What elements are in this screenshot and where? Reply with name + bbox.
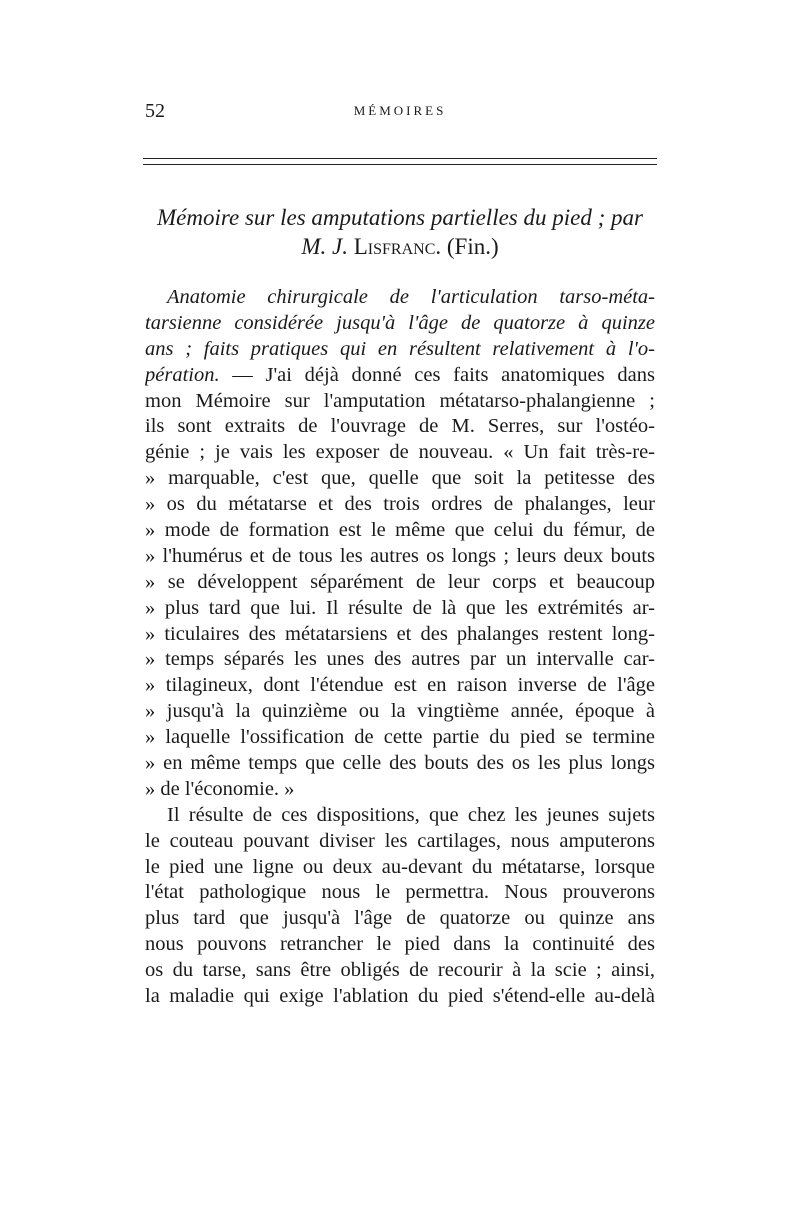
- body-line: » de l'économie. »: [145, 777, 295, 800]
- body-line: » ticulaires des métatarsiens et des phalanges restent long-: [145, 622, 655, 645]
- header-rule-top: [143, 158, 657, 159]
- running-title: MÉMOIRES: [353, 103, 447, 118]
- body-line: plus tard que jusqu'à l'âge de quatorze ou quinze ans: [145, 907, 655, 930]
- body-line: tarsienne considérée jusqu'à l'âge de quatorze à quinze: [145, 311, 655, 334]
- body-line: le couteau pouvant diviser les cartilages, nous amputerons: [145, 829, 655, 852]
- body-line: » se développent séparément de leur corps et beaucoup: [145, 570, 655, 593]
- page-number: 52: [145, 100, 165, 122]
- body-line: la maladie qui exige l'ablation du pied s'étend-elle au-delà: [145, 985, 655, 1008]
- title-author-name: Lisfranc.: [353, 234, 442, 259]
- body-line: nous pouvons retrancher le pied dans la continuité des: [145, 933, 655, 956]
- body-line: » marquable, c'est que, quelle que soit la petitesse des: [145, 467, 655, 490]
- body-line: » temps séparés les unes des autres par un intervalle car-: [145, 648, 655, 671]
- body-line: » os du métatarse et des trois ordres de phalanges, leur: [145, 493, 655, 516]
- body-line: » mode de formation est le même que celui du fémur, de: [145, 519, 655, 542]
- article-title: [145, 203, 655, 261]
- body-line: » en même temps que celle des bouts des os les plus longs: [145, 752, 655, 775]
- body-line: » jusqu'à la quinzième ou la vingtième année, époque à: [145, 700, 655, 723]
- body-line: os du tarse, sans être obligés de recourir à la scie ; ainsi,: [145, 959, 655, 982]
- header-rule-bottom: [143, 164, 657, 165]
- body-line: ans ; faits pratiques qui en résultent relativement à l'o-: [145, 337, 655, 360]
- body-line: Anatomie chirurgicale de l'articulation tarso-méta-: [167, 286, 655, 308]
- body-line: » tilagineux, dont l'étendue est en raison inverse de l'âge: [145, 674, 655, 697]
- body-line: le pied une ligne ou deux au-devant du métatarse, lorsque: [145, 855, 655, 878]
- section-heading-end: pération.: [145, 363, 220, 386]
- title-author-initials: M. J.: [301, 234, 348, 259]
- body-line: Il résulte de ces dispositions, que chez les jeunes sujets: [167, 803, 655, 826]
- body-line: mon Mémoire sur l'amputation métatarso-phalangienne ;: [145, 389, 655, 412]
- body-line: » l'humérus et de tous les autres os longs ; leurs deux bouts: [145, 544, 655, 567]
- body-line: [145, 363, 655, 389]
- body-line: génie ; je vais les exposer de nouveau. « Un fait très-re-: [145, 441, 655, 464]
- title-line-2: [145, 232, 655, 261]
- running-head: [145, 100, 655, 124]
- body-line: l'état pathologique nous le permettra. Nous prouverons: [145, 881, 655, 904]
- title-line-1: Mémoire sur les amputations partielles du pied ; par: [157, 205, 643, 230]
- body-line: » laquelle l'ossification de cette partie du pied se termine: [145, 726, 655, 749]
- body-text: [145, 285, 655, 1010]
- title-suffix: (Fin.): [446, 234, 499, 259]
- body-line: ils sont extraits de l'ouvrage de M. Serres, sur l'ostéo-: [145, 415, 655, 438]
- body-line: » plus tard que lui. Il résulte de là que les extrémités ar-: [145, 596, 655, 619]
- section-text-start: — J'ai déjà donné ces faits anatomiques dans: [232, 363, 655, 386]
